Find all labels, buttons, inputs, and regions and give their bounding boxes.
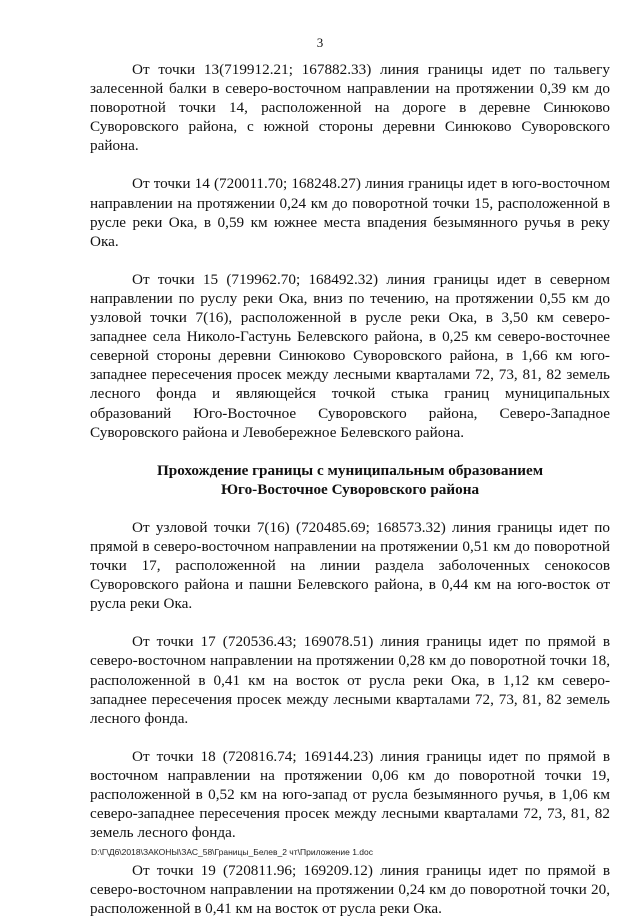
paragraph-point-19: От точки 19 (720811.96; 169209.12) линия границы идет по прямой в северо-восточном направлении на протяжении 0,24 км до поворотной точки 20, расположенной в 0,41 км на восток от русла реки Ока.: [90, 862, 610, 918]
paragraph-point-17: От точки 17 (720536.43; 169078.51) линия границы идет по прямой в северо-восточном направлении на протяжении 0,28 км до поворотной точки 18, расположенной в 0,41 км на восток от русла реки Ока, в 1,12 км северо-западнее пересечения просек между лесными кварталами 72, 73, 81, 82 земель лесного фонда.: [90, 633, 610, 727]
paragraph-point-14: От точки 14 (720011.70; 168248.27) линия границы идет в юго-восточном направлении на протяжении 0,24 км до поворотной точки 15, расположенной в русле реки Ока, в 0,59 км южнее места впадения безымянного ручья в реку Ока.: [90, 175, 610, 250]
paragraph-nodal-point-7-16: От узловой точки 7(16) (720485.69; 168573.32) линия границы идет по прямой в северо-восточном направлении на протяжении 0,51 км до поворотной точки 17, расположенной на линии раздела заболоченных сенокосов Суворовского района и пашни Белевского района, в 0,44 км на юго-восток от русла реки Ока.: [90, 518, 610, 613]
page-number: 3: [316, 35, 324, 50]
section-heading: [90, 461, 610, 499]
paragraph-point-13: От точки 13(719912.21; 167882.33) линия границы идет по тальвегу залесенной балки в северо-восточном направлении на протяжении 0,39 км до поворотной точки 14, расположенной на дороге в деревне Синюково Суворовского района, с южной стороны деревни Синюково Суворовского района.: [90, 61, 610, 155]
section-heading-line-2: Юго-Восточное Суворовского района: [220, 480, 480, 498]
footer-file-path: D:\Г\Д6\2018\ЗАКОНЫ\ЗАС_58\Границы_Белев_2 чт\Приложение 1.doc: [91, 847, 373, 857]
document-body: [90, 60, 610, 919]
paragraph-point-15: От точки 15 (719962.70; 168492.32) линия границы идет в северном направлении по руслу реки Ока, вниз по течению, на протяжении 0,55 км до узловой точки 7(16), расположенной в русле реки Ока, в 3,50 км северо-западнее села Николо-Гастунь Белевского района, в 0,25 км северо-восточнее северной стороны деревни Синюково Суворовского района, в 1,66 км юго-западнее пересечения просек между лесными кварталами 72, 73, 81, 82 земель лесного фонда и являющейся точкой стыка границ муниципальных образований Юго-Восточное Суворовского района, Северо-Западное Суворовского района и Левобережное Белевского района.: [90, 270, 610, 441]
paragraph-point-18: От точки 18 (720816.74; 169144.23) линия границы идет по прямой в восточном направлении на протяжении 0,06 км до поворотной точки 19, расположенной в 0,52 км на юго-запад от русла безымянного ручья, в 1,06 км северо-западнее пересечения просек между лесными кварталами 72, 73, 81, 82 земель лесного фонда.: [90, 747, 610, 842]
section-heading-line-1: Прохождение границы с муниципальным образованием: [156, 461, 544, 479]
